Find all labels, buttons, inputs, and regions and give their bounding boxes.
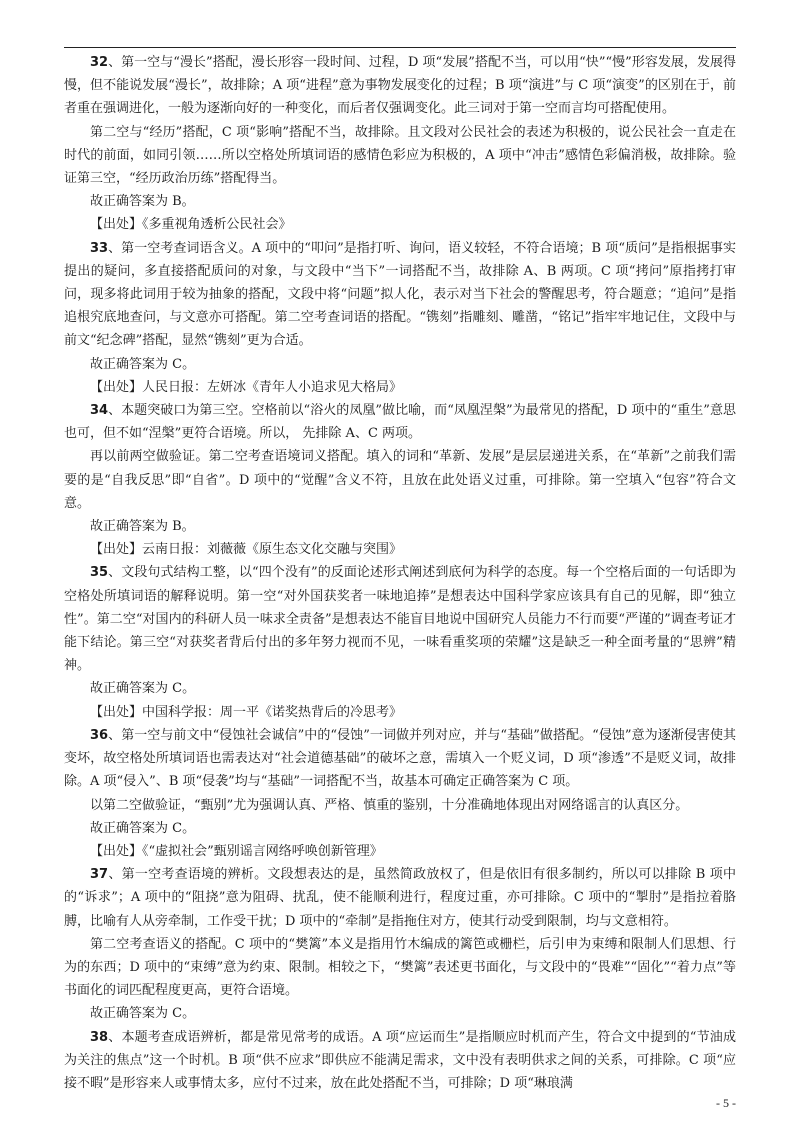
explanation-paragraph	[64, 794, 736, 817]
question-37-explanation	[64, 863, 736, 933]
question-number: 33	[90, 240, 109, 256]
explanation-paragraph	[64, 121, 736, 191]
explanation-paragraph	[64, 190, 736, 213]
question-number: 34	[90, 403, 109, 419]
paragraph-text: 故正确答案为 B。	[90, 194, 195, 210]
question-number: 37	[90, 867, 109, 883]
explanation-paragraph	[64, 538, 736, 561]
paragraph-text: 再以前两空做验证。第二空考查语境词义搭配。填入的词和“革新、发展”是层层递进关系，在“革新”之前我们需要的是“自我反思”即“自省”。D 项中的“觉醒”含义不符，且放在此处语义过重，可排除。第一空填入“包容”符合文意。	[64, 449, 736, 511]
explanation-paragraph	[64, 376, 736, 399]
paragraph-text: 【出处】人民日报：左妍冰《青年人小追求见大格局》	[90, 379, 403, 395]
question-number: 32	[90, 55, 109, 70]
explanation-paragraph	[64, 840, 736, 863]
explanation-paragraph	[64, 213, 736, 236]
explanation-paragraph	[64, 677, 736, 700]
paragraph-text: 、本题突破口为第三空。空格前以“浴火的凤凰”做比喻，而“凤凰涅槃”为最常见的搭配，D 项中的“重生”意思也可，但不如“涅槃”更符合语境。所以， 先排除 A、C 两项。	[64, 403, 736, 442]
paragraph-text: 第二空与“经历”搭配，C 项“影响”搭配不当，故排除。且文段对公民社会的表述为积极的，说公民社会一直走在时代的前面，如同引领……所以空格处所填词语的感情色彩应为积极的，A 项中“冲击”感情色彩偏消极，故排除。验证第三空，“经历政治历练”搭配得当。	[64, 124, 736, 187]
paragraph-text: 【出处】《“虚拟社会”甄别谣言网络呼唤创新管理》	[90, 843, 383, 859]
question-34-explanation	[64, 399, 736, 445]
explanation-paragraph	[64, 445, 736, 515]
paragraph-text: 故正确答案为 C。	[90, 1006, 196, 1022]
paragraph-text: 故正确答案为 B。	[90, 519, 195, 535]
paragraph-text: 以第二空做验证，“甄别”尤为强调认真、严格、慎重的鉴别，十分准确地体现出对网络谣言的认真区分。	[90, 797, 689, 813]
question-number: 38	[90, 1029, 109, 1045]
answer-explanations	[64, 51, 736, 1095]
question-35-explanation	[64, 561, 736, 677]
paragraph-text: 、文段句式结构工整，以“四个没有”的反面论述形式阐述到底何为科学的态度。每一个空格后面的一句话即为空格处所填词语的解释说明。第一空“对外国获奖者一味地追捧”是想表达中国科学家应该具有自己的见解，即“独立性”。第二空“对国内的科研人员一味求全责备”是想表达不能盲目地说中国研究人员能力不行而要“严谨的”调查考证才能下结论。第三空“对获奖者背后付出的多年努力视而不见，一味看重奖项的荣耀”这是缺乏一种全面考量的“思辨”精神。	[64, 565, 736, 674]
paragraph-text: 、本题考查成语辨析，都是常见常考的成语。A 项“应运而生”是指顺应时机而产生，符合文中提到的“节油成为关注的焦点”这一个时机。B 项“供不应求”即供应不能满足需求，文中没有表明供求之间的关系，可排除。C 项“应接不暇”是形容来人或事情太多，应付不过来，放在此处搭配不当，可排除；D 项“琳琅满	[64, 1029, 736, 1091]
paragraph-text: 故正确答案为 C。	[90, 356, 196, 372]
paragraph-text: 、第一空与“漫长”搭配，漫长形容一段时间、过程，D 项“发展”搭配不当，可以用“快”“慢”形容发展，发展得慢，但不能说发展“漫长”，故排除；A 项“进程”意为事物发展变化的过程；B 项“演进”与 C 项“演变”的区别在于，前者重在强调进化，一般为逐渐向好的一种变化，而后者仅强调变化。此三词对于第一空而言均可搭配使用。	[64, 55, 736, 117]
question-number: 35	[90, 565, 109, 581]
question-number: 36	[90, 727, 109, 743]
explanation-paragraph	[64, 353, 736, 376]
paragraph-text: 第二空考查语义的搭配。C 项中的“樊篱”本义是指用竹木编成的篱笆或栅栏，后引申为束缚和限制人们思想、行为的东西；D 项中的“束缚”意为约束、限制。相较之下，“樊篱”表述更书面化，与文段中的“畏难”“固化”“着力点”等书面化的词匹配程度更高，更符合语境。	[64, 936, 736, 999]
question-36-explanation	[64, 724, 736, 794]
explanation-paragraph	[64, 933, 736, 1003]
explanation-paragraph	[64, 701, 736, 724]
page-number: - 5 -	[716, 1096, 736, 1110]
question-33-explanation	[64, 237, 736, 353]
paragraph-text: 【出处】云南日报：刘薇薇《原生态文化交融与突围》	[90, 542, 403, 558]
paragraph-text: 【出处】《多重视角透析公民社会》	[90, 217, 292, 233]
header-rule	[64, 47, 736, 48]
paragraph-text: 故正确答案为 C。	[90, 820, 196, 836]
paragraph-text: 、第一空与前文中“侵蚀社会诚信”中的“侵蚀”一词做并列对应，并与“基础”做搭配。“侵蚀”意为逐渐侵害使其变坏，故空格处所填词语也需表达对“社会道德基础”的破坏之意，需填入一个贬义词，D 项“渗透”不是贬义词，故排除。A 项“侵入”、B 项“侵袭”均与“基础”一词搭配不当，故基本可确定正确答案为 C 项。	[64, 727, 736, 790]
paragraph-text: 、第一空考查词语含义。A 项中的“叩问”是指打听、询问，语义较轻，不符合语境；B 项“质问”是指根据事实提出的疑问，多直接搭配质问的对象，与文段中“当下”一词搭配不当，故排除 A、B 两项。C 项“拷问”原指拷打审问，现多将此词用于较为抽象的搭配，文段中将“问题”拟人化，表示对当下社会的警醒思考，符合题意；“追问”是指追根究底地查问，与文意亦可搭配。第二空考查词语的搭配。“镌刻”指雕刻、雕凿，“铭记”指牢牢地记住，文段中与前文“纪念碑”搭配，显然“镌刻”更为合适。	[64, 240, 736, 349]
question-38-explanation	[64, 1026, 736, 1096]
explanation-paragraph	[64, 515, 736, 538]
paragraph-text: 、第一空考查语境的辨析。文段想表达的是，虽然简政放权了，但是依旧有很多制约，所以可以排除 B 项中的“诉求”；A 项中的“阻挠”意为阻碍、扰乱，使不能顺利进行，程度过重，亦可排除。C 项中的“掣肘”是指拉着胳膊，比喻有人从旁牵制，工作受干扰；D 项中的“牵制”是指拖住对方，使其行动受到限制，均与文意相符。	[64, 867, 736, 929]
explanation-paragraph	[64, 817, 736, 840]
paragraph-text: 故正确答案为 C。	[90, 681, 196, 697]
question-32-explanation	[64, 51, 736, 121]
paragraph-text: 【出处】中国科学报：周一平《诺奖热背后的冷思考》	[90, 704, 403, 720]
explanation-paragraph	[64, 1002, 736, 1025]
